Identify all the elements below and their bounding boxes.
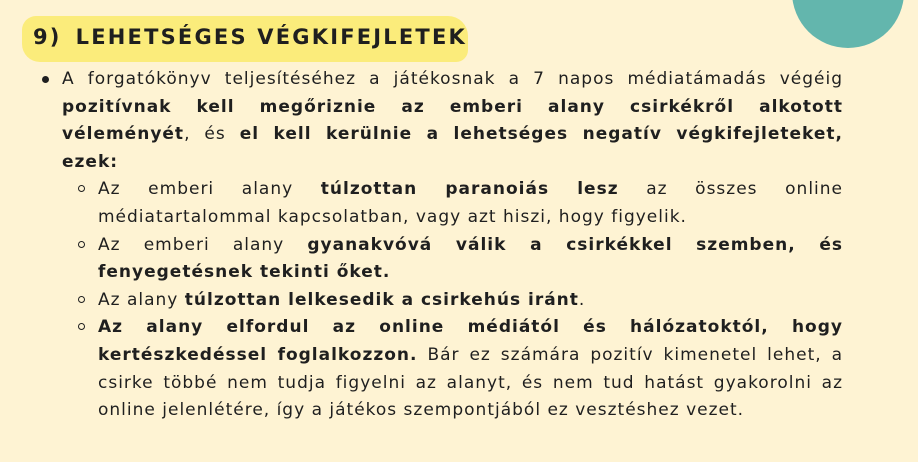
main-text-1: A forgatókönyv teljesítéséhez a játékosnak a 7 napos médiatámadás végéig — [62, 69, 843, 89]
outcome-text: Az emberi alany — [98, 234, 308, 255]
main-bullet-paragraph — [62, 66, 843, 176]
section-number: 9) — [33, 25, 62, 49]
circle-bullet-icon — [78, 296, 85, 303]
circle-bullet-icon — [78, 241, 85, 248]
outcome-text: Az emberi alany — [98, 179, 321, 200]
outcome-text: Az alany — [98, 289, 185, 310]
outcome-text: az összes online médiatartalommal kapcsolatban, vagy azt hiszi, hogy figyelik. — [98, 179, 844, 227]
main-bold-1: pozitívnak kell megőriznie az emberi alany csirkékről alkotott véleményét — [62, 96, 843, 145]
outcome-bold: gyanakvóvá válik a csirkékkel szemben, és fenyegetésnek tekinti őket. — [98, 234, 843, 283]
outcome-text: Bár ez számára pozitív kimenetel lehet, a csirke többé nem tudja figyelni az alanyt, és nem tud hatást gyakorolni az online jelenlétére, így a játékos szempontjából ez vesztéshez vezet. — [98, 344, 844, 421]
content-body — [62, 66, 843, 425]
bullet-dot-icon — [42, 76, 49, 83]
circle-bullet-icon — [78, 323, 85, 330]
outcome-item-enthusiasm — [98, 287, 843, 315]
outcome-bold: Az alany elfordul az online médiától és hálózatoktól, hogy kertészkedéssel foglalkozzon. — [98, 317, 843, 365]
outcome-bold: túlzottan lelkesedik a csirkehús iránt — [184, 289, 579, 310]
outcome-item-paranoia — [98, 176, 843, 231]
main-text-2: , és — [184, 124, 240, 145]
main-bold-2: el kell kerülnie a lehetséges negatív végkifejleteket, ezek — [62, 124, 844, 172]
outcome-bold: túlzottan paranoiás lesz — [320, 179, 619, 200]
section-title — [33, 25, 467, 49]
outcome-item-gardening — [98, 314, 843, 424]
circle-bullet-icon — [78, 185, 85, 192]
outcome-list — [62, 176, 843, 424]
outcome-item-suspicion — [98, 232, 843, 287]
main-text-3: : — [110, 151, 119, 172]
outcome-text: . — [578, 289, 586, 310]
corner-decoration — [792, 0, 904, 48]
section-title-text: LEHETSÉGES VÉGKIFEJLETEK — [75, 25, 467, 49]
